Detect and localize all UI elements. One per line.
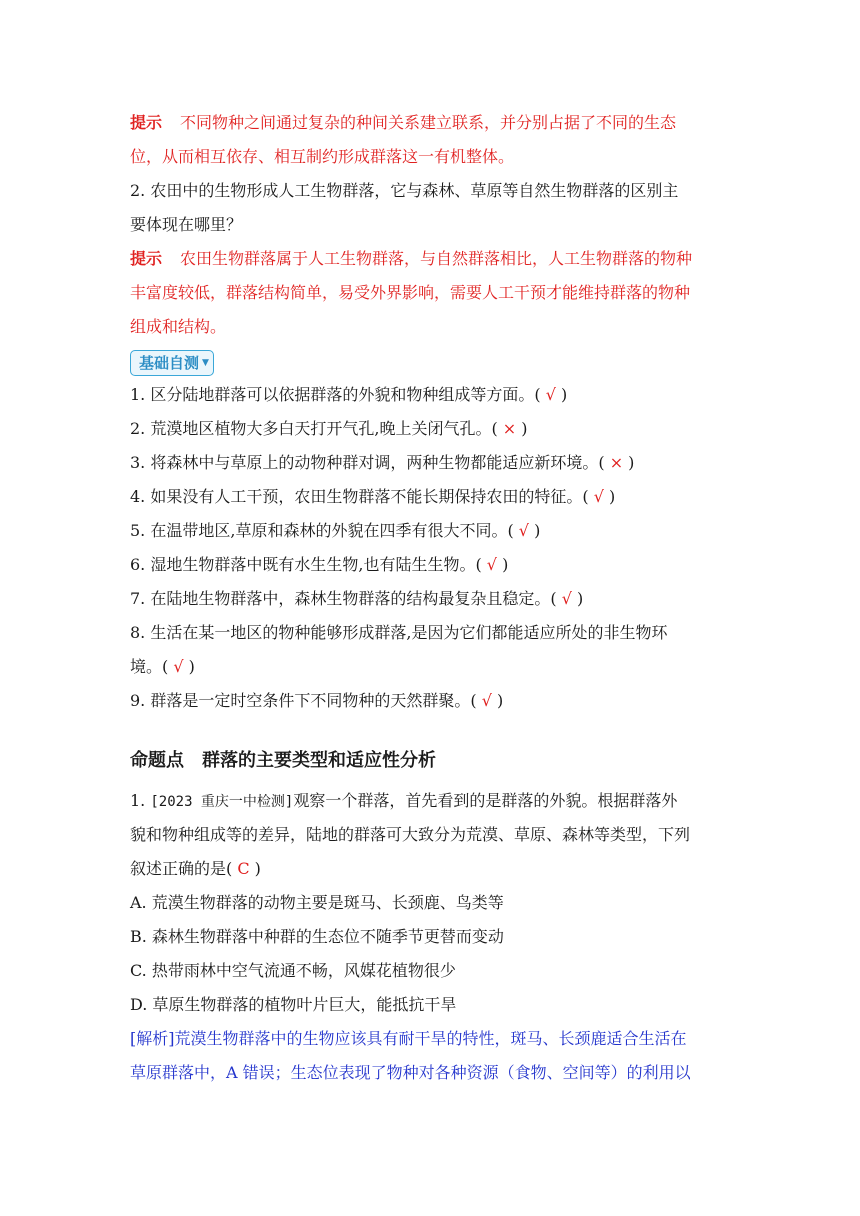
paren-close: ): [496, 555, 509, 574]
tip-2-line-1: [130, 242, 730, 276]
judgement-item: [130, 514, 730, 548]
judgement-item: [130, 582, 730, 616]
judgement-text: 5. 在温带地区,草原和森林的外貌在四季有很大不同。(: [130, 521, 519, 540]
option-c: C. 热带雨林中空气流通不畅，风媒花植物很少: [130, 961, 456, 980]
option-d: D. 草原生物群落的植物叶片巨大，能抵抗干旱: [130, 995, 457, 1014]
judgement-text: 4. 如果没有人工干预，农田生物群落不能长期保持农田的特征。(: [130, 487, 594, 506]
judgement-list: [130, 378, 730, 616]
paren-close: ): [571, 589, 584, 608]
judgement-text: 1. 区分陆地群落可以依据群落的外貌和物种组成等方面。(: [130, 385, 546, 404]
cross-mark: ×: [502, 419, 517, 438]
section-title: 命题点 群落的主要类型和适应性分析: [130, 750, 436, 771]
mcq-text-3: 叙述正确的是(: [130, 859, 238, 878]
judgement-8-line-1: 8. 生活在某一地区的物种能够形成群落,是因为它们都能适应所处的非生物环: [130, 623, 668, 642]
paren-close: ): [603, 487, 616, 506]
tip-label: 提示: [130, 113, 163, 132]
option-b: B. 森林生物群落中种群的生态位不随季节更替而变动: [130, 927, 504, 946]
mcq-answer: C: [237, 859, 250, 878]
badge-label: 基础自测: [139, 354, 200, 372]
judgement-item: [130, 378, 730, 412]
judgement-9-text: 9. 群落是一定时空条件下不同物种的天然群聚。(: [130, 691, 482, 710]
judgement-text: 2. 荒漠地区植物大多白天打开气孔,晚上关闭气孔。(: [130, 419, 503, 438]
mcq-source: [2023 重庆一中检测]: [150, 794, 294, 810]
option-a: A. 荒漠生物群落的动物主要是斑马、长颈鹿、鸟类等: [130, 893, 504, 912]
mcq-line-3: [130, 852, 730, 886]
judgement-item: [130, 412, 730, 446]
paren-close: ): [528, 521, 541, 540]
judgement-item: [130, 548, 730, 582]
page-content: [130, 106, 730, 1090]
paren-close: ): [183, 657, 195, 676]
mcq-text-1: 观察一个群落，首先看到的是群落的外貌。根据群落外: [293, 791, 678, 810]
analysis-line-2: 草原群落中，A 错误；生态位表现了物种对各种资源（食物、空间等）的利用以: [130, 1063, 691, 1082]
paren-close: ): [516, 419, 528, 438]
judgement-item: [130, 480, 730, 514]
tip-label: 提示: [130, 249, 163, 268]
judgement-item: [130, 446, 730, 480]
tip-1-line-1: [130, 106, 730, 140]
tip-1-line-2: 位，从而相互依存、相互制约形成群落这一有机整体。: [130, 147, 515, 166]
judgement-8-line-2: [130, 650, 730, 684]
judgement-text: 3. 将森林中与草原上的动物种群对调，两种生物都能适应新环境。(: [130, 453, 610, 472]
paren-close: ): [555, 385, 568, 404]
check-mark: √: [545, 385, 556, 404]
mcq-line-2: 貌和物种组成等的差异，陆地的群落可大致分为荒漠、草原、森林等类型，下列: [130, 825, 691, 844]
judgement-text: 7. 在陆地生物群落中，森林生物群落的结构最复杂且稳定。(: [130, 589, 562, 608]
section-badge: [130, 350, 214, 376]
tip-1-text-1: 不同物种之间通过复杂的种间关系建立联系，并分别占据了不同的生态: [180, 113, 677, 132]
check-mark: √: [593, 487, 604, 506]
judgement-9: [130, 684, 730, 718]
mcq-prefix: 1.: [130, 791, 151, 810]
paren-close: ): [623, 453, 635, 472]
mcq-line-1: [130, 784, 730, 818]
check-mark: √: [481, 691, 492, 710]
question-2-line-1: 2. 农田中的生物形成人工生物群落，它与森林、草原等自然生物群落的区别主: [130, 181, 679, 200]
tip-2-text-1: 农田生物群落属于人工生物群落，与自然群落相比，人工生物群落的物种: [180, 249, 693, 268]
check-mark: √: [486, 555, 497, 574]
triangle-down-icon: ▼: [202, 358, 209, 368]
tip-2-line-3: 组成和结构。: [130, 317, 227, 336]
judgement-8-text: 境。(: [130, 657, 174, 676]
check-mark: √: [561, 589, 572, 608]
check-mark: √: [173, 657, 184, 676]
judgement-text: 6. 湿地生物群落中既有水生生物,也有陆生生物。(: [130, 555, 487, 574]
paren-close: ): [491, 691, 504, 710]
question-2-line-2: 要体现在哪里？: [130, 215, 243, 234]
paren-close: ): [249, 859, 261, 878]
analysis-line-1: [解析]荒漠生物群落中的生物应该具有耐干旱的特性，斑马、长颈鹿适合生活在: [130, 1029, 687, 1048]
check-mark: √: [518, 521, 529, 540]
badge-row: [130, 344, 730, 378]
tip-2-line-2: 丰富度较低，群落结构简单，易受外界影响，需要人工干预才能维持群落的物种: [130, 283, 691, 302]
cross-mark: ×: [609, 453, 624, 472]
